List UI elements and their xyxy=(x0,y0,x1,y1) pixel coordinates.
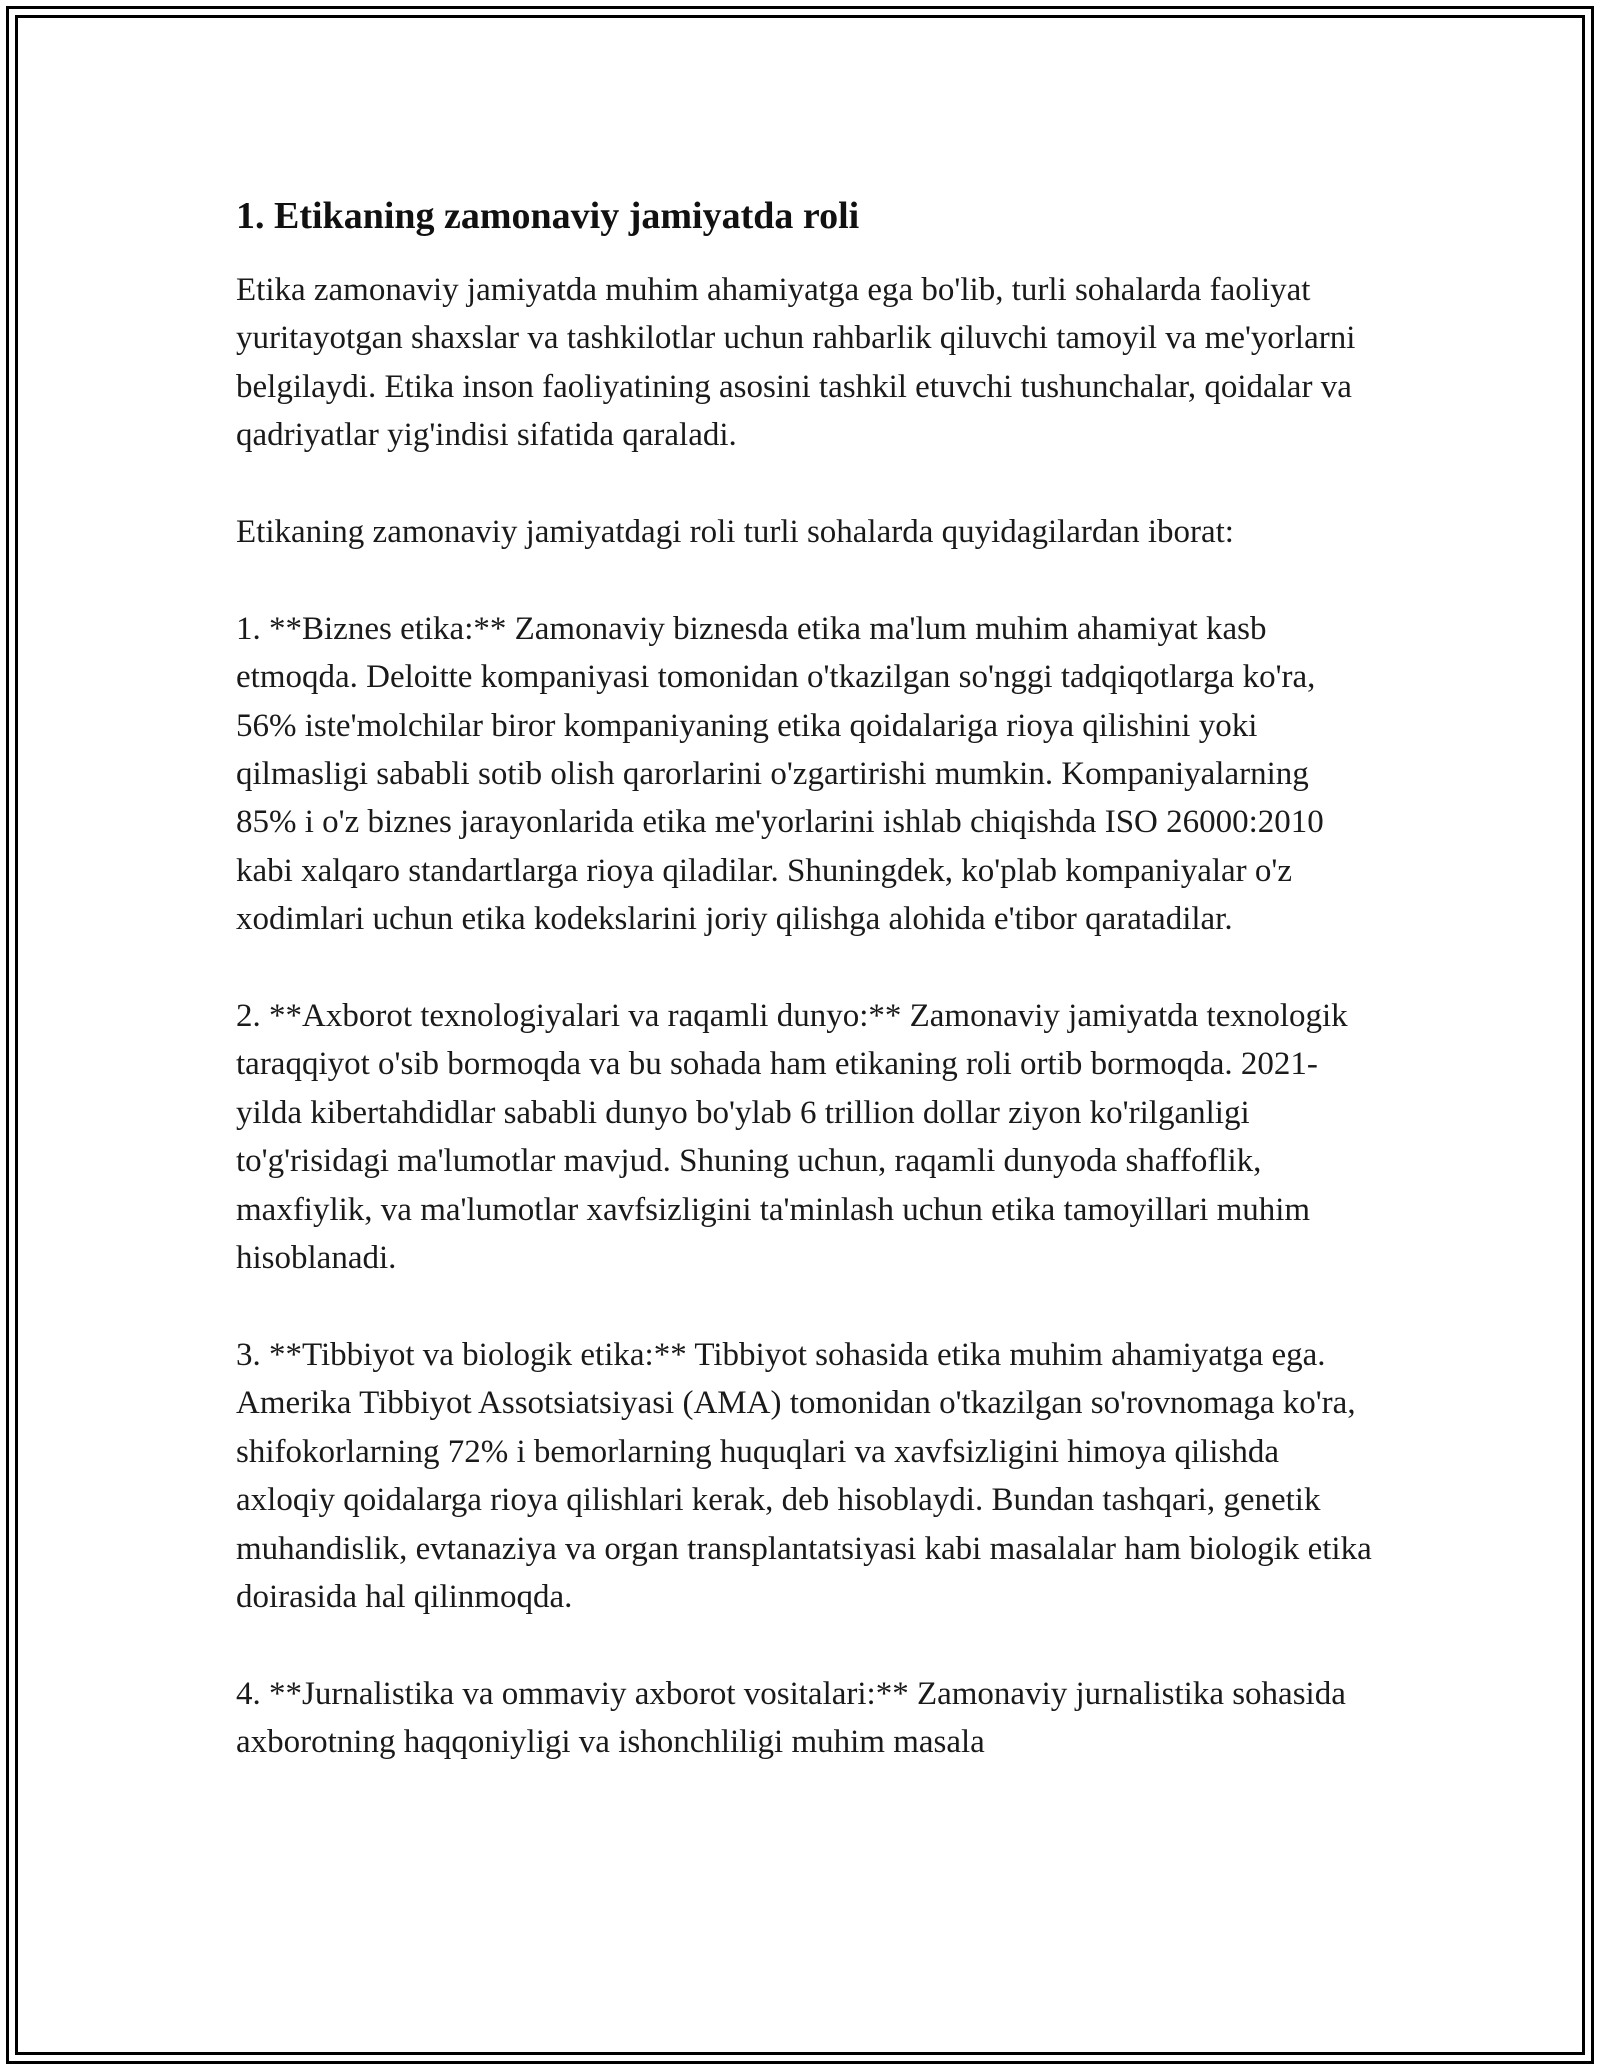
list-item-medical-bioethics: 3. **Tibbiyot va biologik etika:** Tibbiyot sohasida etika muhim ahamiyatga ega. Amerika Tibbiyot Assotsiatsiyasi (AMA) tomonidan o'tkazilgan so'rovnomaga ko'ra, shifokorlarning 72% i bemorlarning huquqlari va xavfsizligini himoya qilishda axloqiy qoidalarga rioya qilishlari kerak, deb hisoblaydi. Bundan tashqari, genetik muhandislik, evtanaziya va organ transplantatsiyasi kabi masalalar ham biologik etika doirasida hal qilinmoqda. xyxy=(236,1336,1372,1615)
list-item-it-digital: 2. **Axborot texnologiyalari va raqamli dunyo:** Zamonaviy jamiyatda texnologik taraqqiyot o'sib bormoqda va bu sohada ham etikaning roli ortib bormoqda. 2021-yilda kibertahdidlar sababli dunyo bo'ylab 6 trillion dollar ziyon ko'rilganligi to'g'risidagi ma'lumotlar mavjud. Shuning uchun, raqamli dunyoda shaffoflik, maxfiylik, va ma'lumotlar xavfsizligini ta'minlash uchun etika tamoyillari muhim hisoblanadi. xyxy=(236,998,1348,1277)
list-item-business-ethics: 1. **Biznes etika:** Zamonaviy biznesda etika ma'lum muhim ahamiyat kasb etmoqda. Deloitte kompaniyasi tomonidan o'tkazilgan so'nggi tadqiqotlarga ko'ra, 56% iste'molchilar biror kompaniyaning etika qoidalariga rioya qilishini yoki qilmasligi sababli sotib olish qarorlarini o'zgartirishi mumkin. Kompaniyalarning 85% i o'z biznes jarayonlarida etika me'yorlarini ishlab chiqishda ISO 26000:2010 kabi xalqaro standartlarga rioya qiladilar. Shuningdek, ko'plab kompaniyalar o'z xodimlari uchun etika kodekslarini joriy qilishga alohida e'tibor qaratadilar. xyxy=(236,610,1324,938)
intro-paragraph: Etika zamonaviy jamiyatda muhim ahamiyatga ega bo'lib, turli sohalarda faoliyat yuritayotgan shaxslar va tashkilotlar uchun rahbarlik qiluvchi tamoyil va me'yorlarni belgilaydi. Etika inson faoliyatining asosini tashkil etuvchi tushunchalar, qoidalar va qadriyatlar yig'indisi sifatida qaraladi. xyxy=(236,272,1356,454)
roles-intro-paragraph: Etikaning zamonaviy jamiyatdagi roli turli sohalarda quyidagilardan iborat: xyxy=(236,514,1234,551)
document-body xyxy=(236,180,1376,1767)
list-item-journalism: 4. **Jurnalistika va ommaviy axborot vositalari:** Zamonaviy jurnalistika sohasida axborotning haqqoniyligi va ishonchliligi muhim masala xyxy=(236,1675,1346,1761)
section-heading: 1. Etikaning zamonaviy jamiyatda roli xyxy=(236,195,860,237)
